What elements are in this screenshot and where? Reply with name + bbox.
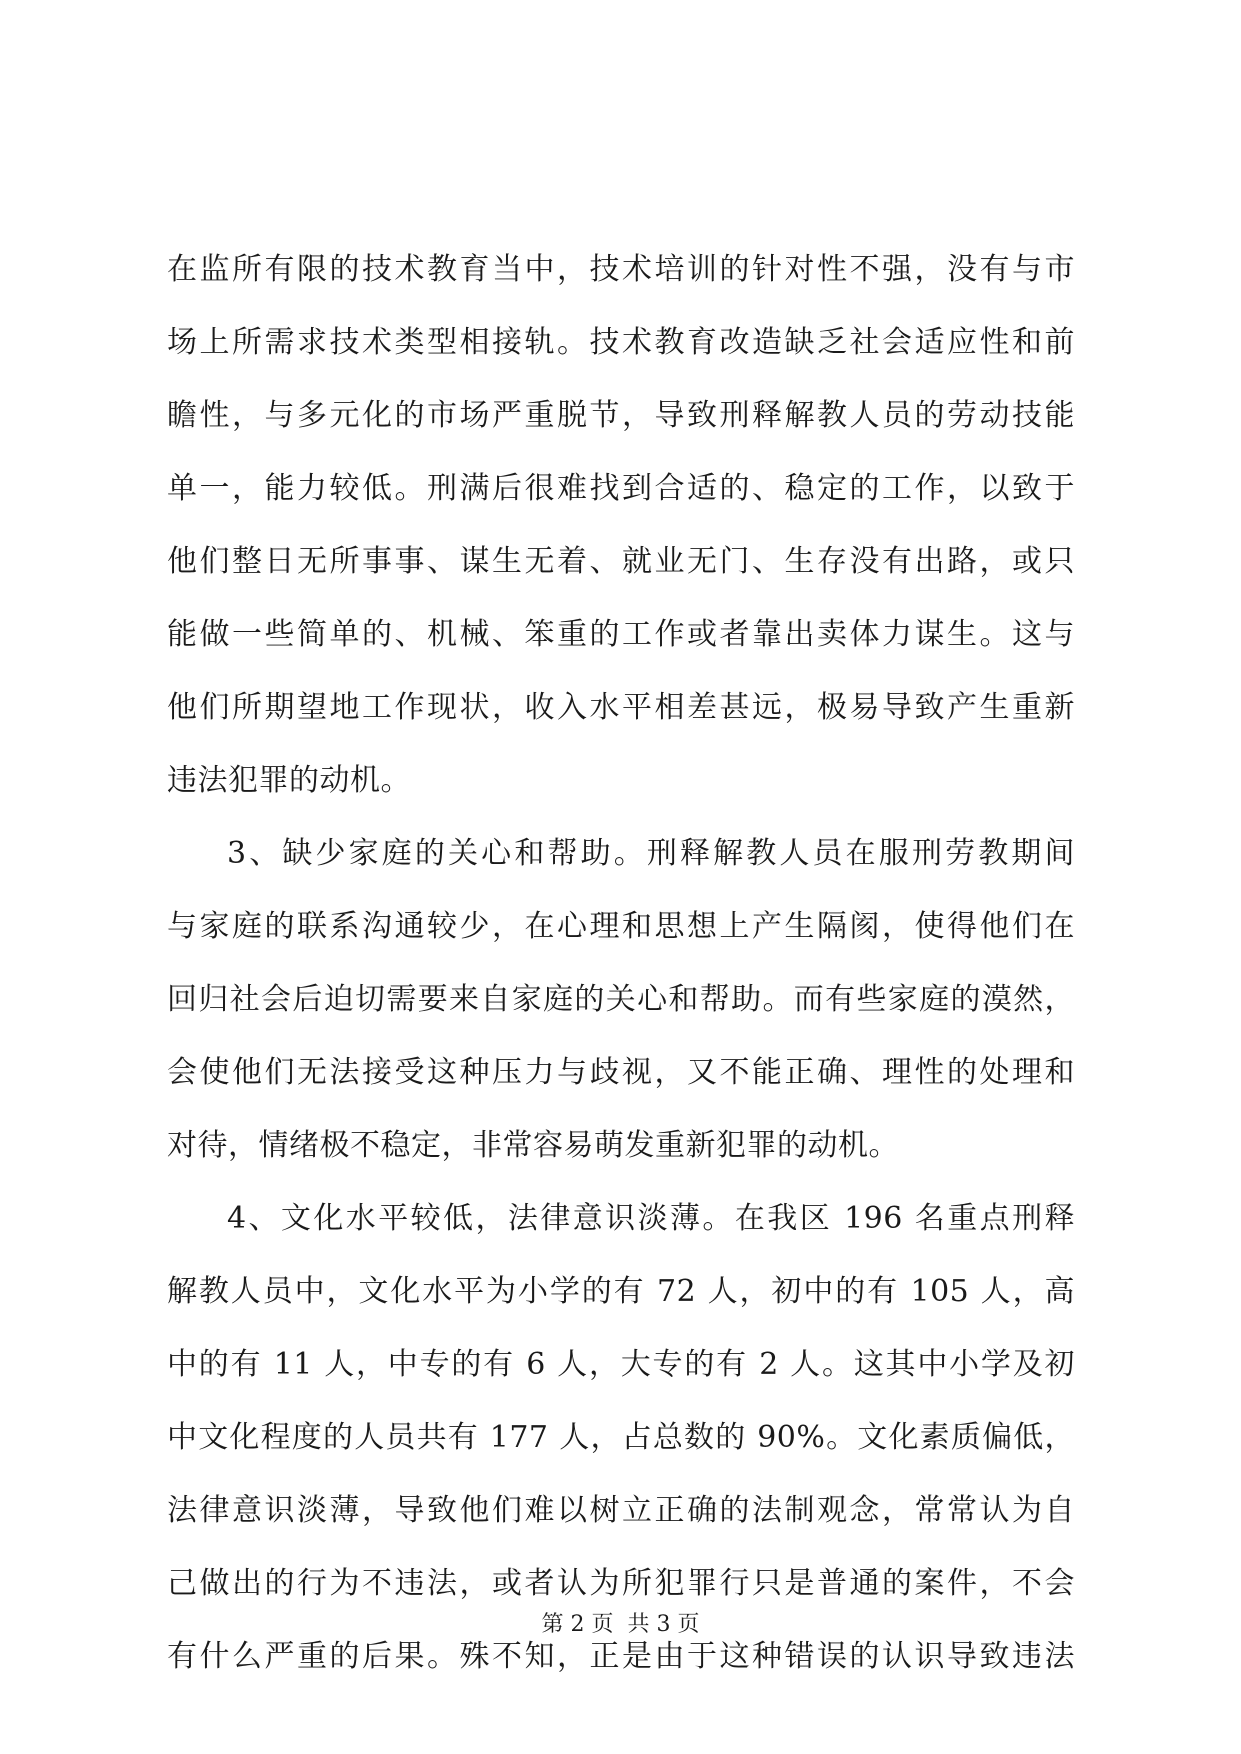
paragraph-1-line: 违法犯罪的动机。 bbox=[167, 763, 411, 798]
paragraph-3-line: 4、文化水平较低，法律意识淡薄。在我区 196 名重点刑释 bbox=[227, 1201, 1075, 1236]
paragraph-2-line: 3、缺少家庭的关心和帮助。刑释解教人员在服刑劳教期间 bbox=[227, 836, 1075, 871]
paragraph-1-line: 他们所期望地工作现状，收入水平相差甚远，极易导致产生重新 bbox=[167, 690, 1075, 725]
page-number: 第 2 页 bbox=[541, 1612, 614, 1637]
paragraph-3-line: 己做出的行为不违法，或者认为所犯罪行只是普通的案件，不会 bbox=[167, 1566, 1075, 1601]
paragraph-2-line: 会使他们无法接受这种压力与歧视，又不能正确、理性的处理和 bbox=[167, 1055, 1075, 1090]
paragraph-1-line: 在监所有限的技术教育当中，技术培训的针对性不强，没有与市 bbox=[167, 252, 1075, 287]
paragraph-2-line: 与家庭的联系沟通较少，在心理和思想上产生隔阂，使得他们在 bbox=[167, 909, 1075, 944]
paragraph-1-line: 瞻性，与多元化的市场严重脱节，导致刑释解教人员的劳动技能 bbox=[167, 398, 1075, 433]
page-total: 共 3 页 bbox=[627, 1612, 700, 1637]
paragraph-1-line: 单一，能力较低。刑满后很难找到合适的、稳定的工作，以致于 bbox=[167, 471, 1075, 506]
paragraph-3-line: 中的有 11 人，中专的有 6 人，大专的有 2 人。这其中小学及初 bbox=[167, 1347, 1075, 1382]
paragraph-3-line: 法律意识淡薄，导致他们难以树立正确的法制观念，常常认为自 bbox=[167, 1493, 1075, 1528]
page-footer bbox=[0, 1610, 1241, 1640]
paragraph-3-line: 有什么严重的后果。殊不知，正是由于这种错误的认识导致违法 bbox=[167, 1639, 1075, 1674]
paragraph-3-line: 中文化程度的人员共有 177 人，占总数的 90%。文化素质偏低， bbox=[167, 1420, 1075, 1455]
paragraph-3-line: 解教人员中，文化水平为小学的有 72 人，初中的有 105 人，高 bbox=[167, 1274, 1075, 1309]
paragraph-1-line: 场上所需求技术类型相接轨。技术教育改造缺乏社会适应性和前 bbox=[167, 325, 1075, 360]
paragraph-2-line: 对待，情绪极不稳定，非常容易萌发重新犯罪的动机。 bbox=[167, 1128, 899, 1163]
paragraph-1-line: 他们整日无所事事、谋生无着、就业无门、生存没有出路，或只 bbox=[167, 544, 1075, 579]
paragraph-2-line: 回归社会后迫切需要来自家庭的关心和帮助。而有些家庭的漠然， bbox=[167, 982, 1075, 1017]
paragraph-1-line: 能做一些简单的、机械、笨重的工作或者靠出卖体力谋生。这与 bbox=[167, 617, 1075, 652]
document-body bbox=[167, 233, 1075, 1693]
